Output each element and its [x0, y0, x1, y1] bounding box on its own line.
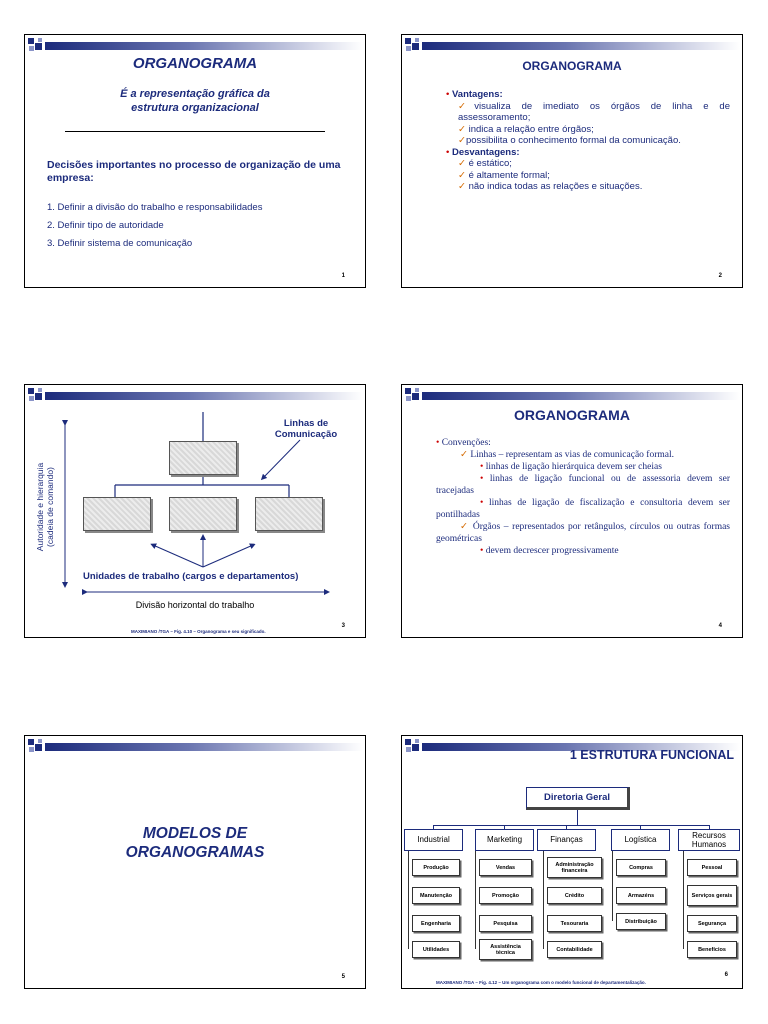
department-label: Recursos Humanos	[691, 831, 727, 849]
unit-box	[479, 939, 532, 960]
list-item: não indica todas as relações e situações.	[468, 181, 643, 192]
slide-title: ORGANOGRAMA	[522, 59, 622, 73]
slide-header-bar	[402, 388, 742, 402]
department-box	[611, 829, 670, 851]
list-item: linhas de ligação funcional ou de assessoria devem ser tracejadas	[436, 474, 731, 496]
unit-arrow	[153, 545, 203, 567]
org-box	[169, 497, 237, 531]
department-label: Finanças	[550, 835, 583, 844]
unit-box	[687, 885, 737, 906]
unit-label: Pesquisa	[493, 920, 518, 927]
unit-box	[616, 859, 666, 876]
list-item: 1. Definir a divisão do trabalho e responsabilidades	[47, 202, 263, 213]
bullet-icon: •	[480, 462, 484, 472]
unit-box	[412, 859, 460, 876]
content-block	[436, 437, 730, 557]
department-box	[475, 829, 534, 851]
unit-label: Crédito	[564, 892, 585, 899]
slide-title: 1 ESTRUTURA FUNCIONAL	[569, 748, 734, 762]
slide-header-bar	[402, 38, 742, 52]
check-icon: ✓	[460, 522, 470, 532]
slide-number: 3	[341, 623, 345, 629]
desvantagens-label: Desvantagens:	[451, 146, 520, 158]
unit-label: Tesouraria	[560, 920, 589, 927]
communication-arrow	[263, 440, 300, 478]
unit-arrow	[203, 545, 253, 567]
slide-3	[24, 384, 366, 638]
bullet-icon: •	[480, 498, 484, 508]
list-item: visualiza de imediato os órgãos de linha e de assessoramento;	[458, 100, 730, 123]
org-box	[83, 497, 151, 531]
department-box	[678, 829, 740, 851]
bullet-icon: •	[480, 546, 484, 556]
slide-4	[401, 384, 743, 638]
top-box	[526, 787, 630, 810]
unit-label: Pessoal	[701, 864, 723, 871]
unit-label: Segurança	[697, 920, 727, 927]
list-item: possibilita o conhecimento formal da comunicação.	[465, 135, 681, 146]
divider	[65, 131, 325, 132]
department-label: Industrial	[417, 835, 450, 844]
unit-box	[479, 887, 532, 904]
list-item: linhas de ligação de fiscalização e consultoria devem ser pontilhadas	[436, 498, 731, 520]
check-icon: ✓	[460, 450, 468, 460]
list-item: devem decrescer progressivamente	[485, 546, 619, 556]
check-icon: ✓	[458, 181, 466, 192]
unit-label: Engenharia	[421, 920, 451, 927]
unit-box	[616, 913, 666, 930]
horizontal-axis-label: Divisão horizontal do trabalho	[135, 600, 255, 610]
slide-number: 6	[724, 972, 728, 978]
units-label: Unidades de trabalho (cargos e departamentos)	[83, 571, 299, 582]
vantagens-label: Vantagens:	[451, 89, 503, 100]
slide-title: ORGANOGRAMA	[514, 407, 630, 423]
slide-1	[24, 34, 366, 288]
vertical-axis-label: Autoridade e hierarquia (cadeia de comando)	[35, 462, 55, 552]
check-icon: ✓	[458, 158, 466, 169]
department-label: Logística	[624, 835, 657, 844]
unit-label: Manutenção	[419, 892, 453, 899]
lines-label: Linhas de Comunicação	[274, 418, 338, 440]
connector	[683, 851, 684, 949]
bullet-icon: •	[480, 474, 484, 484]
figure-caption: MAXIMIANO /TGA – Fig. 4.12 – Um organograma com o modelo funcional de departamentalização.	[436, 980, 646, 985]
slide-header-bar	[25, 38, 365, 52]
unit-box	[412, 941, 460, 958]
unit-label: Assistência técnica	[490, 943, 521, 956]
bullet-icon: •	[446, 89, 450, 100]
unit-label: Serviços gerais	[691, 892, 733, 899]
unit-box	[479, 915, 532, 932]
check-icon: ✓	[458, 135, 466, 146]
slide-heading: Decisões importantes no processo de organização de uma empresa:	[47, 159, 341, 184]
unit-label: Benefícios	[698, 946, 726, 953]
slide-number: 5	[341, 974, 345, 980]
unit-box	[412, 887, 460, 904]
org-box	[255, 497, 323, 531]
list-item: Órgãos – representados por retângulos, círculos ou outras formas geométricas	[436, 522, 730, 544]
list-item: é estático;	[468, 158, 512, 169]
check-icon: ✓	[458, 169, 466, 181]
unit-label: Compras	[629, 864, 653, 871]
connector	[475, 851, 476, 949]
unit-label: Distribuição	[625, 918, 657, 925]
figure-caption: MAXIMIANO /TGA – Fig. 4.10 – Organograma e seu significado.	[131, 629, 266, 634]
content-block	[446, 89, 730, 193]
org-box	[169, 441, 237, 475]
list-item: 2. Definir tipo de autoridade	[47, 220, 164, 231]
check-icon: ✓	[458, 100, 475, 112]
department-box	[404, 829, 463, 851]
unit-box	[687, 915, 737, 932]
department-box	[537, 829, 596, 851]
slide-5	[24, 735, 366, 989]
convencoes-label: Convenções:	[441, 438, 491, 448]
unit-box	[616, 887, 666, 904]
unit-box	[547, 915, 602, 932]
unit-box	[412, 915, 460, 932]
unit-label: Vendas	[495, 864, 516, 871]
slide-6	[401, 735, 743, 989]
slide-header-bar	[25, 739, 365, 753]
check-icon: ✓	[458, 123, 466, 135]
unit-label: Contabilidade	[556, 946, 593, 953]
slide-number: 1	[341, 273, 345, 279]
unit-label: Administração financeira	[555, 861, 594, 874]
bullet-icon: •	[436, 438, 440, 448]
slide-title: MODELOS DE ORGANOGRAMAS	[125, 825, 265, 861]
unit-label: Armazéns	[627, 892, 655, 899]
connector	[408, 851, 409, 949]
bullet-icon: •	[446, 146, 450, 158]
list-item: indica a relação entre órgãos;	[468, 123, 594, 135]
slide-2	[401, 34, 743, 288]
connector	[612, 851, 613, 921]
unit-label: Produção	[423, 864, 449, 871]
list-item: Linhas – representam as vias de comunicação formal.	[470, 450, 674, 460]
list-item: 3. Definir sistema de comunicação	[47, 238, 193, 249]
connector	[543, 851, 544, 949]
slide-number: 2	[718, 273, 722, 279]
list-item: é altamente formal;	[468, 169, 550, 181]
unit-box	[687, 859, 737, 876]
unit-label: Utilidades	[422, 946, 450, 953]
slide-subtitle: É a representação gráfica da estrutura organizacional	[120, 88, 270, 114]
unit-label: Promoção	[492, 892, 519, 899]
slide-title: ORGANOGRAMA	[132, 55, 258, 72]
connector	[433, 825, 709, 826]
unit-box	[547, 941, 602, 958]
list-item: linhas de ligação hierárquica devem ser cheias	[485, 462, 662, 472]
unit-box	[547, 887, 602, 904]
connector	[577, 810, 578, 826]
unit-box	[687, 941, 737, 958]
slide-number: 4	[718, 623, 722, 629]
unit-box	[479, 859, 532, 876]
department-label: Marketing	[486, 835, 523, 844]
top-box-label: Diretoria Geral	[544, 792, 610, 803]
unit-box	[547, 857, 602, 878]
